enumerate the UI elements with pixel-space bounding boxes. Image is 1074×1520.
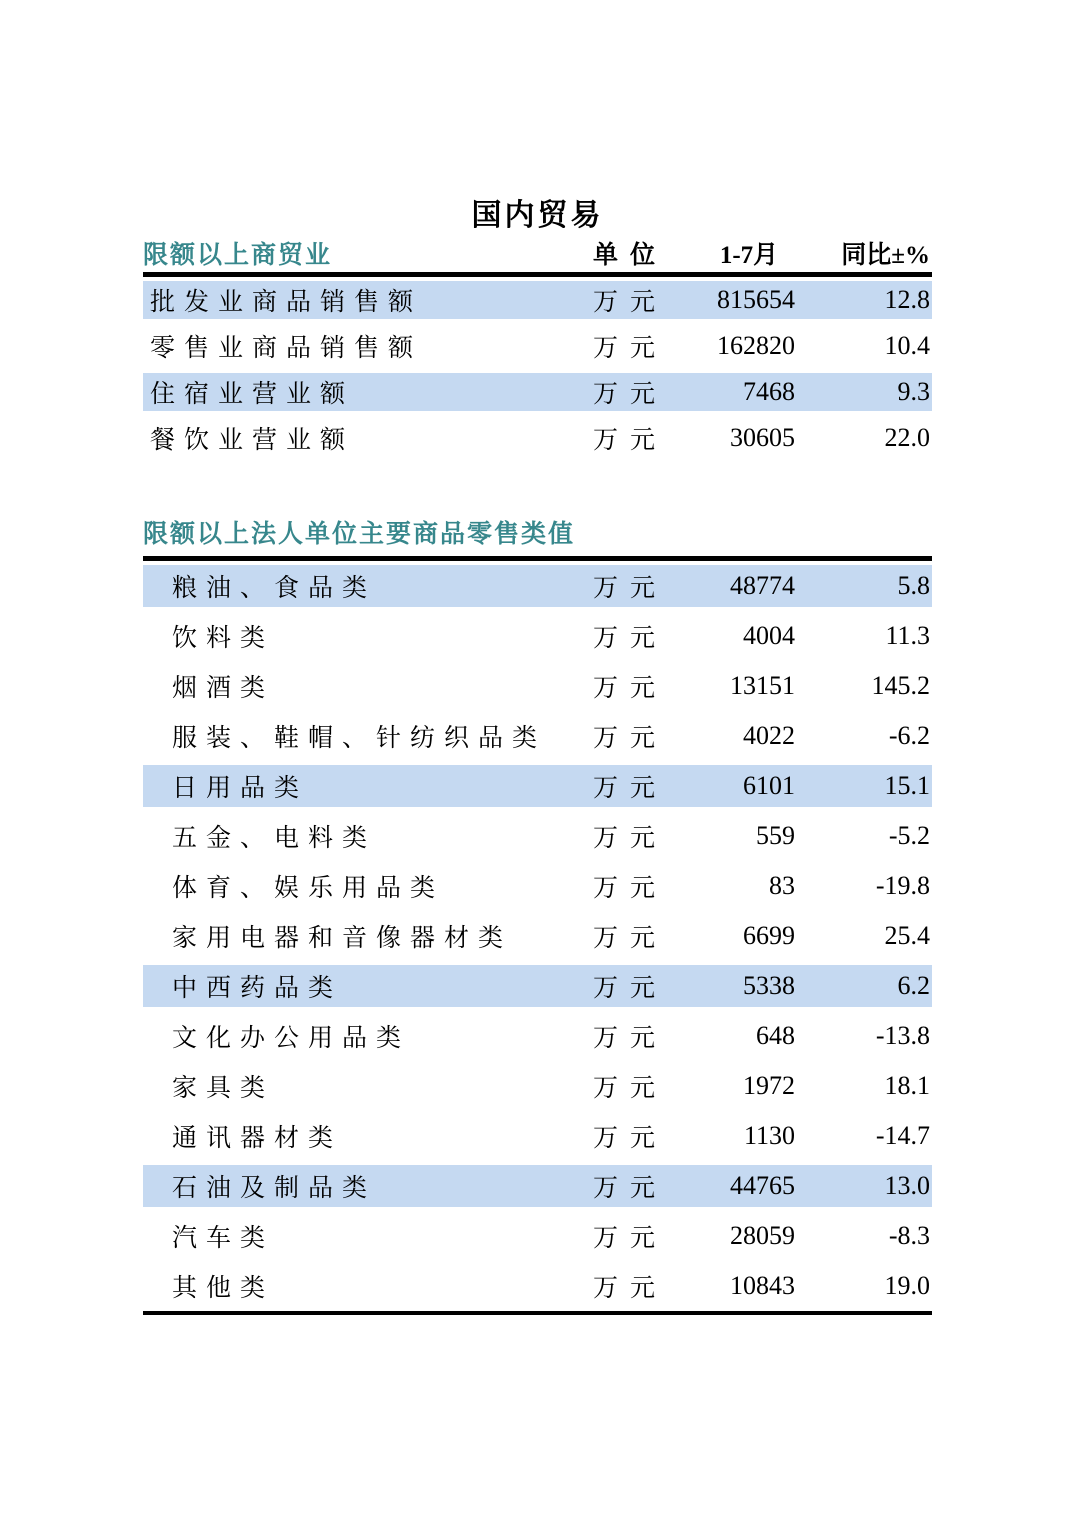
table2-body bbox=[143, 561, 932, 1311]
table-row bbox=[143, 1161, 932, 1211]
row-value: 162820 bbox=[717, 331, 795, 360]
row-category-label: 零售业商品销售额 bbox=[150, 335, 423, 362]
row-category-label: 粮油、食品类 bbox=[172, 575, 377, 602]
row-category-label: 餐饮业营业额 bbox=[150, 427, 355, 454]
row-unit: 万元 bbox=[593, 725, 668, 752]
row-unit: 万元 bbox=[593, 381, 668, 408]
table-row bbox=[143, 611, 932, 661]
row-yoy-percent: 19.0 bbox=[884, 1271, 930, 1300]
row-yoy-percent: 22.0 bbox=[884, 423, 930, 452]
table-row bbox=[143, 961, 932, 1011]
document-page bbox=[143, 0, 932, 1315]
table-row bbox=[143, 277, 932, 323]
table-row bbox=[143, 1061, 932, 1111]
row-category-label: 通讯器材类 bbox=[172, 1125, 343, 1152]
table2-section-title: 限额以上法人单位主要商品零售类值 bbox=[143, 521, 576, 548]
row-yoy-percent: 9.3 bbox=[897, 377, 930, 406]
row-category-label: 批发业商品销售额 bbox=[150, 289, 423, 316]
table-row bbox=[143, 811, 932, 861]
row-category-label: 饮料类 bbox=[172, 625, 275, 652]
row-unit: 万元 bbox=[593, 1275, 668, 1302]
column-header-unit: 单位 bbox=[593, 242, 668, 269]
row-value: 6699 bbox=[743, 921, 795, 950]
row-yoy-percent: -8.3 bbox=[888, 1221, 930, 1250]
row-category-label: 中西药品类 bbox=[172, 975, 343, 1002]
row-value: 83 bbox=[769, 871, 795, 900]
table-row bbox=[143, 1211, 932, 1261]
table-row bbox=[143, 911, 932, 961]
row-yoy-percent: 13.0 bbox=[884, 1171, 930, 1200]
row-value: 1972 bbox=[743, 1071, 795, 1100]
table1-body bbox=[143, 277, 932, 461]
table-row bbox=[143, 415, 932, 461]
row-yoy-percent: 15.1 bbox=[884, 771, 930, 800]
page-title: 国内贸易 bbox=[471, 199, 604, 232]
row-category-label: 服装、鞋帽、针纺织品类 bbox=[172, 725, 547, 752]
row-value: 7468 bbox=[743, 377, 795, 406]
row-value: 5338 bbox=[743, 971, 795, 1000]
row-unit: 万元 bbox=[593, 1075, 668, 1102]
row-unit: 万元 bbox=[593, 975, 668, 1002]
row-yoy-percent: 12.8 bbox=[884, 285, 930, 314]
table-row bbox=[143, 561, 932, 611]
row-value: 28059 bbox=[730, 1221, 795, 1250]
row-category-label: 其他类 bbox=[172, 1275, 275, 1302]
row-unit: 万元 bbox=[593, 925, 668, 952]
table-row bbox=[143, 1261, 932, 1311]
table-row bbox=[143, 761, 932, 811]
row-value: 648 bbox=[756, 1021, 795, 1050]
row-unit: 万元 bbox=[593, 427, 668, 454]
row-unit: 万元 bbox=[593, 825, 668, 852]
row-yoy-percent: 145.2 bbox=[871, 671, 930, 700]
row-value: 1130 bbox=[743, 1121, 795, 1150]
row-yoy-percent: 11.3 bbox=[885, 621, 930, 650]
row-category-label: 文化办公用品类 bbox=[172, 1025, 411, 1052]
row-yoy-percent: 25.4 bbox=[884, 921, 930, 950]
row-unit: 万元 bbox=[593, 1025, 668, 1052]
row-value: 30605 bbox=[730, 423, 795, 452]
row-value: 44765 bbox=[730, 1171, 795, 1200]
row-yoy-percent: 6.2 bbox=[897, 971, 930, 1000]
row-value: 6101 bbox=[743, 771, 795, 800]
row-yoy-percent: -5.2 bbox=[888, 821, 930, 850]
row-unit: 万元 bbox=[593, 1225, 668, 1252]
row-yoy-percent: -13.8 bbox=[875, 1021, 930, 1050]
table-row bbox=[143, 1011, 932, 1061]
row-category-label: 石油及制品类 bbox=[172, 1175, 377, 1202]
row-yoy-percent: 5.8 bbox=[897, 571, 930, 600]
row-yoy-percent: 10.4 bbox=[884, 331, 930, 360]
row-yoy-percent: -14.7 bbox=[875, 1121, 930, 1150]
row-category-label: 烟酒类 bbox=[172, 675, 275, 702]
row-unit: 万元 bbox=[593, 335, 668, 362]
row-yoy-percent: -6.2 bbox=[888, 721, 930, 750]
column-header-yoy: 同比±% bbox=[841, 242, 930, 269]
row-value: 4022 bbox=[743, 721, 795, 750]
row-unit: 万元 bbox=[593, 1175, 668, 1202]
column-header-period: 1-7月 bbox=[719, 242, 779, 269]
table-bottom-rule bbox=[143, 1311, 932, 1315]
row-value: 10843 bbox=[730, 1271, 795, 1300]
row-category-label: 家具类 bbox=[172, 1075, 275, 1102]
table-row bbox=[143, 323, 932, 369]
table-row bbox=[143, 711, 932, 761]
table-row bbox=[143, 661, 932, 711]
row-unit: 万元 bbox=[593, 625, 668, 652]
row-value: 4004 bbox=[743, 621, 795, 650]
row-category-label: 日用品类 bbox=[172, 775, 309, 802]
row-unit: 万元 bbox=[593, 575, 668, 602]
row-category-label: 汽车类 bbox=[172, 1225, 275, 1252]
table-row bbox=[143, 861, 932, 911]
row-unit: 万元 bbox=[593, 875, 668, 902]
row-unit: 万元 bbox=[593, 675, 668, 702]
table-row bbox=[143, 1111, 932, 1161]
row-category-label: 住宿业营业额 bbox=[150, 381, 355, 408]
row-category-label: 五金、电料类 bbox=[172, 825, 377, 852]
row-value: 48774 bbox=[730, 571, 795, 600]
row-yoy-percent: -19.8 bbox=[875, 871, 930, 900]
row-value: 559 bbox=[756, 821, 795, 850]
table2-header-row bbox=[143, 518, 932, 561]
row-category-label: 体育、娱乐用品类 bbox=[172, 875, 445, 902]
row-yoy-percent: 18.1 bbox=[884, 1071, 930, 1100]
row-value: 815654 bbox=[717, 285, 795, 314]
table1-header-row bbox=[143, 238, 932, 277]
table-row bbox=[143, 369, 932, 415]
row-unit: 万元 bbox=[593, 1125, 668, 1152]
row-value: 13151 bbox=[730, 671, 795, 700]
row-unit: 万元 bbox=[593, 289, 668, 316]
table1-section-title: 限额以上商贸业 bbox=[143, 242, 333, 269]
row-category-label: 家用电器和音像器材类 bbox=[172, 925, 513, 952]
row-unit: 万元 bbox=[593, 775, 668, 802]
